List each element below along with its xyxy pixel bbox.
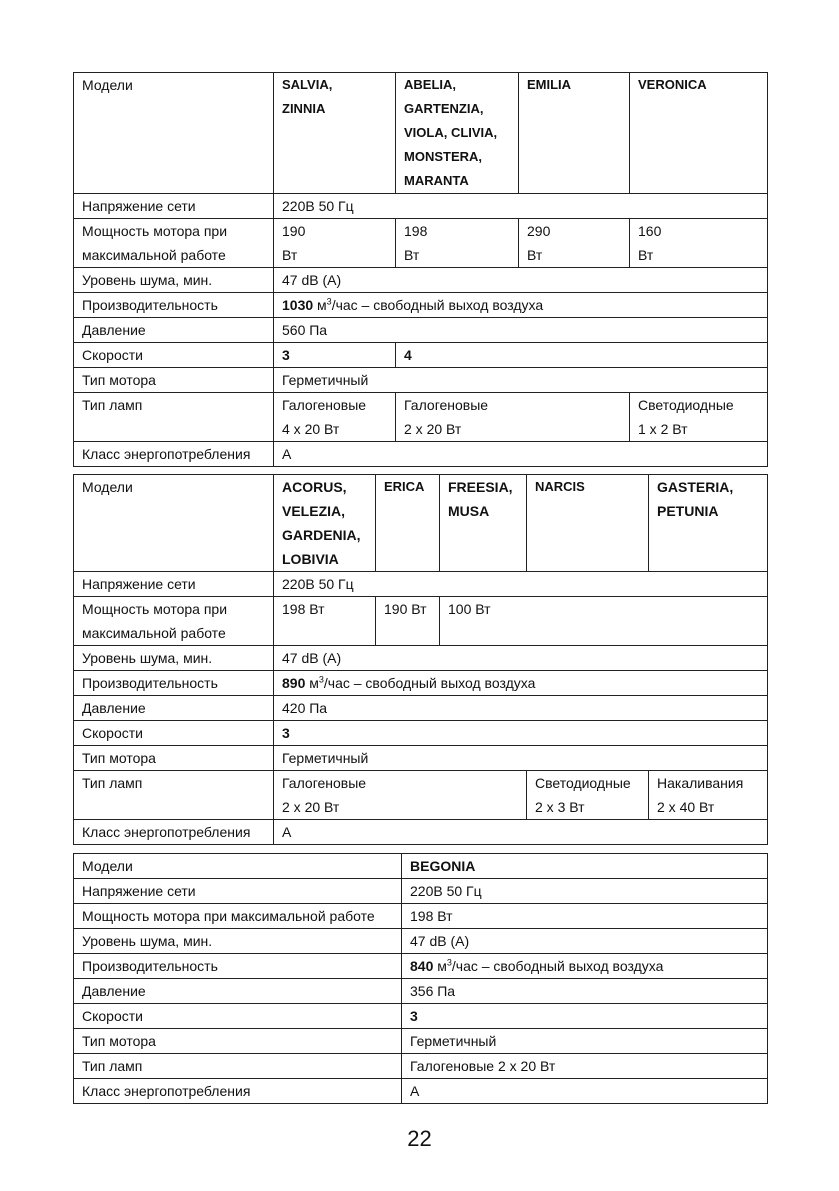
model-abelia-group: ABELIA, GARTENZIA, VIOLA, CLIVIA, MONSTERA, MARANTA [396, 73, 519, 194]
energy-value: A [402, 1079, 768, 1104]
lamp-value: Галогеновые 2 x 20 Вт [402, 1054, 768, 1079]
row-noise [74, 646, 768, 671]
power-value: 190 Вт [274, 219, 396, 268]
row-lamps [74, 393, 768, 442]
row-noise [74, 929, 768, 954]
label-power: Мощность мотора при максимальной работе [74, 219, 274, 268]
power-value: 290 Вт [519, 219, 630, 268]
label-power: Мощность мотора при максимальной работе [74, 904, 402, 929]
label-motor: Тип мотора [74, 1029, 402, 1054]
label-speeds: Скорости [74, 343, 274, 368]
pressure-value: 420 Па [274, 696, 768, 721]
row-pressure [74, 696, 768, 721]
label-speeds: Скорости [74, 1004, 402, 1029]
capacity-value: 890 $м^3$/час – свободный выход воздуха [274, 671, 768, 696]
label-models: Модели [74, 475, 274, 572]
power-value: 190 Вт [376, 597, 440, 646]
model-salvia-zinnia: SALVIA, ZINNIA [274, 73, 396, 194]
label-pressure: Давление [74, 979, 402, 1004]
pressure-value: 356 Па [402, 979, 768, 1004]
label-motor: Тип мотора [74, 746, 274, 771]
label-capacity: Производительность [74, 954, 402, 979]
row-models [74, 854, 768, 879]
lamp-value: Светодиодные 1 x 2 Вт [630, 393, 768, 442]
row-models [74, 475, 768, 572]
lamp-value: Накаливания 2 x 40 Вт [649, 771, 768, 820]
row-power [74, 904, 768, 929]
speeds-value: 3 [274, 343, 396, 368]
model-gasteria-petunia: GASTERIA, PETUNIA [649, 475, 768, 572]
row-voltage [74, 572, 768, 597]
row-energy [74, 442, 768, 467]
label-noise: Уровень шума, мин. [74, 929, 402, 954]
page-number: 22 [407, 1126, 432, 1151]
label-lamps: Тип ламп [74, 393, 274, 442]
row-noise [74, 268, 768, 293]
row-lamps [74, 771, 768, 820]
row-pressure [74, 318, 768, 343]
energy-value: A [274, 820, 768, 845]
row-pressure [74, 979, 768, 1004]
power-value: 198 Вт [274, 597, 376, 646]
model-veronica: VERONICA [630, 73, 768, 194]
motor-value: Герметичный [274, 368, 768, 393]
label-models: Модели [74, 854, 402, 879]
label-models: Модели [74, 73, 274, 194]
row-power [74, 597, 768, 646]
row-power [74, 219, 768, 268]
voltage-value: 220В 50 Гц [402, 879, 768, 904]
row-motor [74, 1029, 768, 1054]
noise-value: 47 dB (A) [402, 929, 768, 954]
motor-value: Герметичный [402, 1029, 768, 1054]
power-value: 198 Вт [402, 904, 768, 929]
label-motor: Тип мотора [74, 368, 274, 393]
speeds-value: 3 [274, 721, 768, 746]
label-capacity: Производительность [74, 293, 274, 318]
pressure-value: 560 Па [274, 318, 768, 343]
motor-value: Герметичный [274, 746, 768, 771]
model-freesia-musa: FREESIA, MUSA [440, 475, 527, 572]
label-lamps: Тип ламп [74, 771, 274, 820]
row-speeds [74, 721, 768, 746]
row-motor [74, 368, 768, 393]
label-pressure: Давление [74, 696, 274, 721]
row-speeds [74, 343, 768, 368]
voltage-value: 220В 50 Гц [274, 572, 768, 597]
model-acorus-group: ACORUS, VELEZIA, GARDENIA, LOBIVIA [274, 475, 376, 572]
model-erica: ERICA [376, 475, 440, 572]
row-lamps [74, 1054, 768, 1079]
label-power: Мощность мотора при максимальной работе [74, 597, 274, 646]
label-capacity: Производительность [74, 671, 274, 696]
row-energy [74, 1079, 768, 1104]
label-lamps: Тип ламп [74, 1054, 402, 1079]
model-emilia: EMILIA [519, 73, 630, 194]
capacity-value: 1030 $м^3$/час – свободный выход воздуха [274, 293, 768, 318]
speeds-value: 4 [396, 343, 768, 368]
voltage-value: 220В 50 Гц [274, 194, 768, 219]
label-noise: Уровень шума, мин. [74, 268, 274, 293]
label-voltage: Напряжение сети [74, 879, 402, 904]
row-motor [74, 746, 768, 771]
speeds-value: 3 [402, 1004, 768, 1029]
label-energy: Класс энергопотребления [74, 1079, 402, 1104]
row-capacity [74, 954, 768, 979]
row-capacity [74, 293, 768, 318]
label-noise: Уровень шума, мин. [74, 646, 274, 671]
power-value: 198 Вт [396, 219, 519, 268]
lamp-value: Галогеновые 2 x 20 Вт [274, 771, 527, 820]
row-voltage [74, 879, 768, 904]
label-energy: Класс энергопотребления [74, 820, 274, 845]
row-speeds [74, 1004, 768, 1029]
row-models [74, 73, 768, 194]
lamp-value: Светодиодные 2 x 3 Вт [527, 771, 649, 820]
capacity-value: 840 $м^3$/час – свободный выход воздуха [402, 954, 768, 979]
spec-table-1 [73, 72, 768, 467]
row-voltage [74, 194, 768, 219]
row-capacity [74, 671, 768, 696]
label-speeds: Скорости [74, 721, 274, 746]
power-value: 100 Вт [440, 597, 768, 646]
label-voltage: Напряжение сети [74, 572, 274, 597]
label-pressure: Давление [74, 318, 274, 343]
spec-table-2 [73, 474, 768, 845]
label-energy: Класс энергопотребления [74, 442, 274, 467]
label-voltage: Напряжение сети [74, 194, 274, 219]
model-narcis: NARCIS [527, 475, 649, 572]
noise-value: 47 dB (A) [274, 646, 768, 671]
row-energy [74, 820, 768, 845]
power-value: 160 Вт [630, 219, 768, 268]
noise-value: 47 dB (A) [274, 268, 768, 293]
lamp-value: Галогеновые 4 x 20 Вт [274, 393, 396, 442]
energy-value: A [274, 442, 768, 467]
spec-table-3 [73, 853, 768, 1104]
lamp-value: Галогеновые 2 x 20 Вт [396, 393, 630, 442]
model-begonia: BEGONIA [402, 854, 768, 879]
